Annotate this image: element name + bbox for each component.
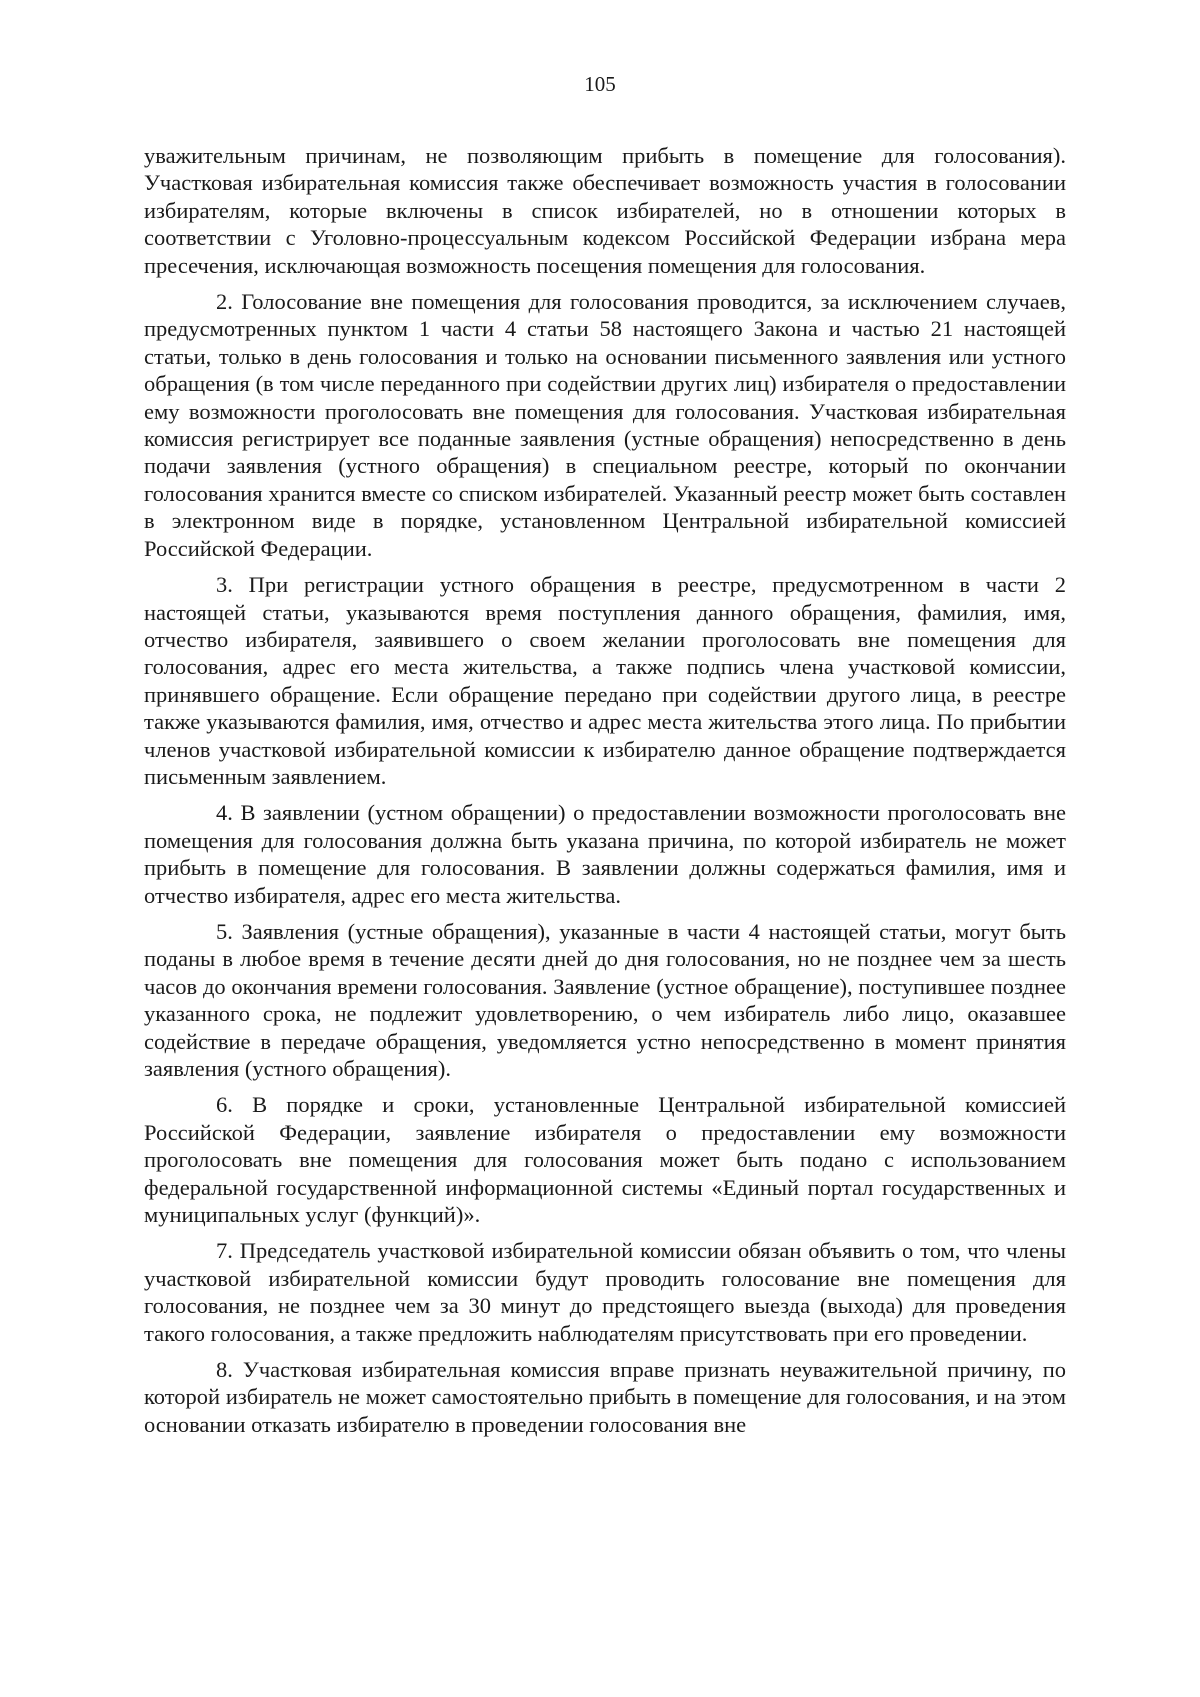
paragraph-2: 2. Голосование вне помещения для голосования проводится, за исключением случаев, предусмотренных пунктом 1 части 4 статьи 58 настоящего Закона и частью 21 настоящей статьи, только в день голосования и только на основании письменного заявления или устного обращения (в том числе переданного при содействии других лиц) избирателя о предоставлении ему возможности проголосовать вне помещения для голосования. Участковая избирательная комиссия регистрирует все поданные заявления (устные обращения) непосредственно в день подачи заявления (устного обращения) в специальном реестре, который по окончании голосования хранится вместе со списком избирателей. Указанный реестр может быть составлен в электронном виде в порядке, установленном Центральной избирательной комиссией Российской Федерации.: [144, 289, 1066, 561]
document-body: [144, 142, 1066, 1447]
paragraph-8: 8. Участковая избирательная комиссия вправе признать неуважительной причину, по которой избиратель не может самостоятельно прибыть в помещение для голосования, и на этом основании отказать избирателю в проведении голосования вне: [144, 1357, 1066, 1437]
paragraph-6: 6. В порядке и сроки, установленные Центральной избирательной комиссией Российской Федерации, заявление избирателя о предоставлении ему возможности проголосовать вне помещения для голосования может быть подано с использованием федеральной государственной информационной системы «Единый портал государственных и муниципальных услуг (функций)».: [144, 1092, 1066, 1228]
paragraph-continued: уважительным причинам, не позволяющим прибыть в помещение для голосования). Участковая избирательная комиссия также обеспечивает возможность участия в голосовании избирателям, которые включены в список избирателей, но в отношении которых в соответствии с Уголовно-процессуальным кодексом Российской Федерации избрана мера пресечения, исключающая возможность посещения помещения для голосования.: [144, 143, 1066, 278]
paragraph-7: 7. Председатель участковой избирательной комиссии обязан объявить о том, что члены участковой избирательной комиссии будут проводить голосование вне помещения для голосования, не позднее чем за 30 минут до предстоящего выезда (выхода) для проведения такого голосования, а также предложить наблюдателям присутствовать при его проведении.: [144, 1238, 1066, 1346]
paragraph-3: 3. При регистрации устного обращения в реестре, предусмотренном в части 2 настоящей статьи, указываются время поступления данного обращения, фамилия, имя, отчество избирателя, заявившего о своем желании проголосовать вне помещения для голосования, адрес его места жительства, а также подпись члена участковой комиссии, принявшего обращение. Если обращение передано при содействии другого лица, в реестре также указываются фамилия, имя, отчество и адрес места жительства этого лица. По прибытии членов участковой избирательной комиссии к избирателю данное обращение подтверждается письменным заявлением.: [144, 572, 1066, 789]
page-number: 105: [584, 72, 616, 96]
paragraph-5: 5. Заявления (устные обращения), указанные в части 4 настоящей статьи, могут быть поданы в любое время в течение десяти дней до дня голосования, но не позднее чем за шесть часов до окончания времени голосования. Заявление (устное обращение), поступившее позднее указанного срока, не подлежит удовлетворению, о чем избиратель либо лицо, оказавшее содействие в передаче обращения, уведомляется устно непосредственно в момент принятия заявления (устного обращения).: [144, 918, 1066, 1081]
paragraph-4: 4. В заявлении (устном обращении) о предоставлении возможности проголосовать вне помещения для голосования должна быть указана причина, по которой избиратель не может прибыть в помещение для голосования. В заявлении должны содержаться фамилия, имя и отчество избирателя, адрес его места жительства.: [144, 800, 1066, 908]
